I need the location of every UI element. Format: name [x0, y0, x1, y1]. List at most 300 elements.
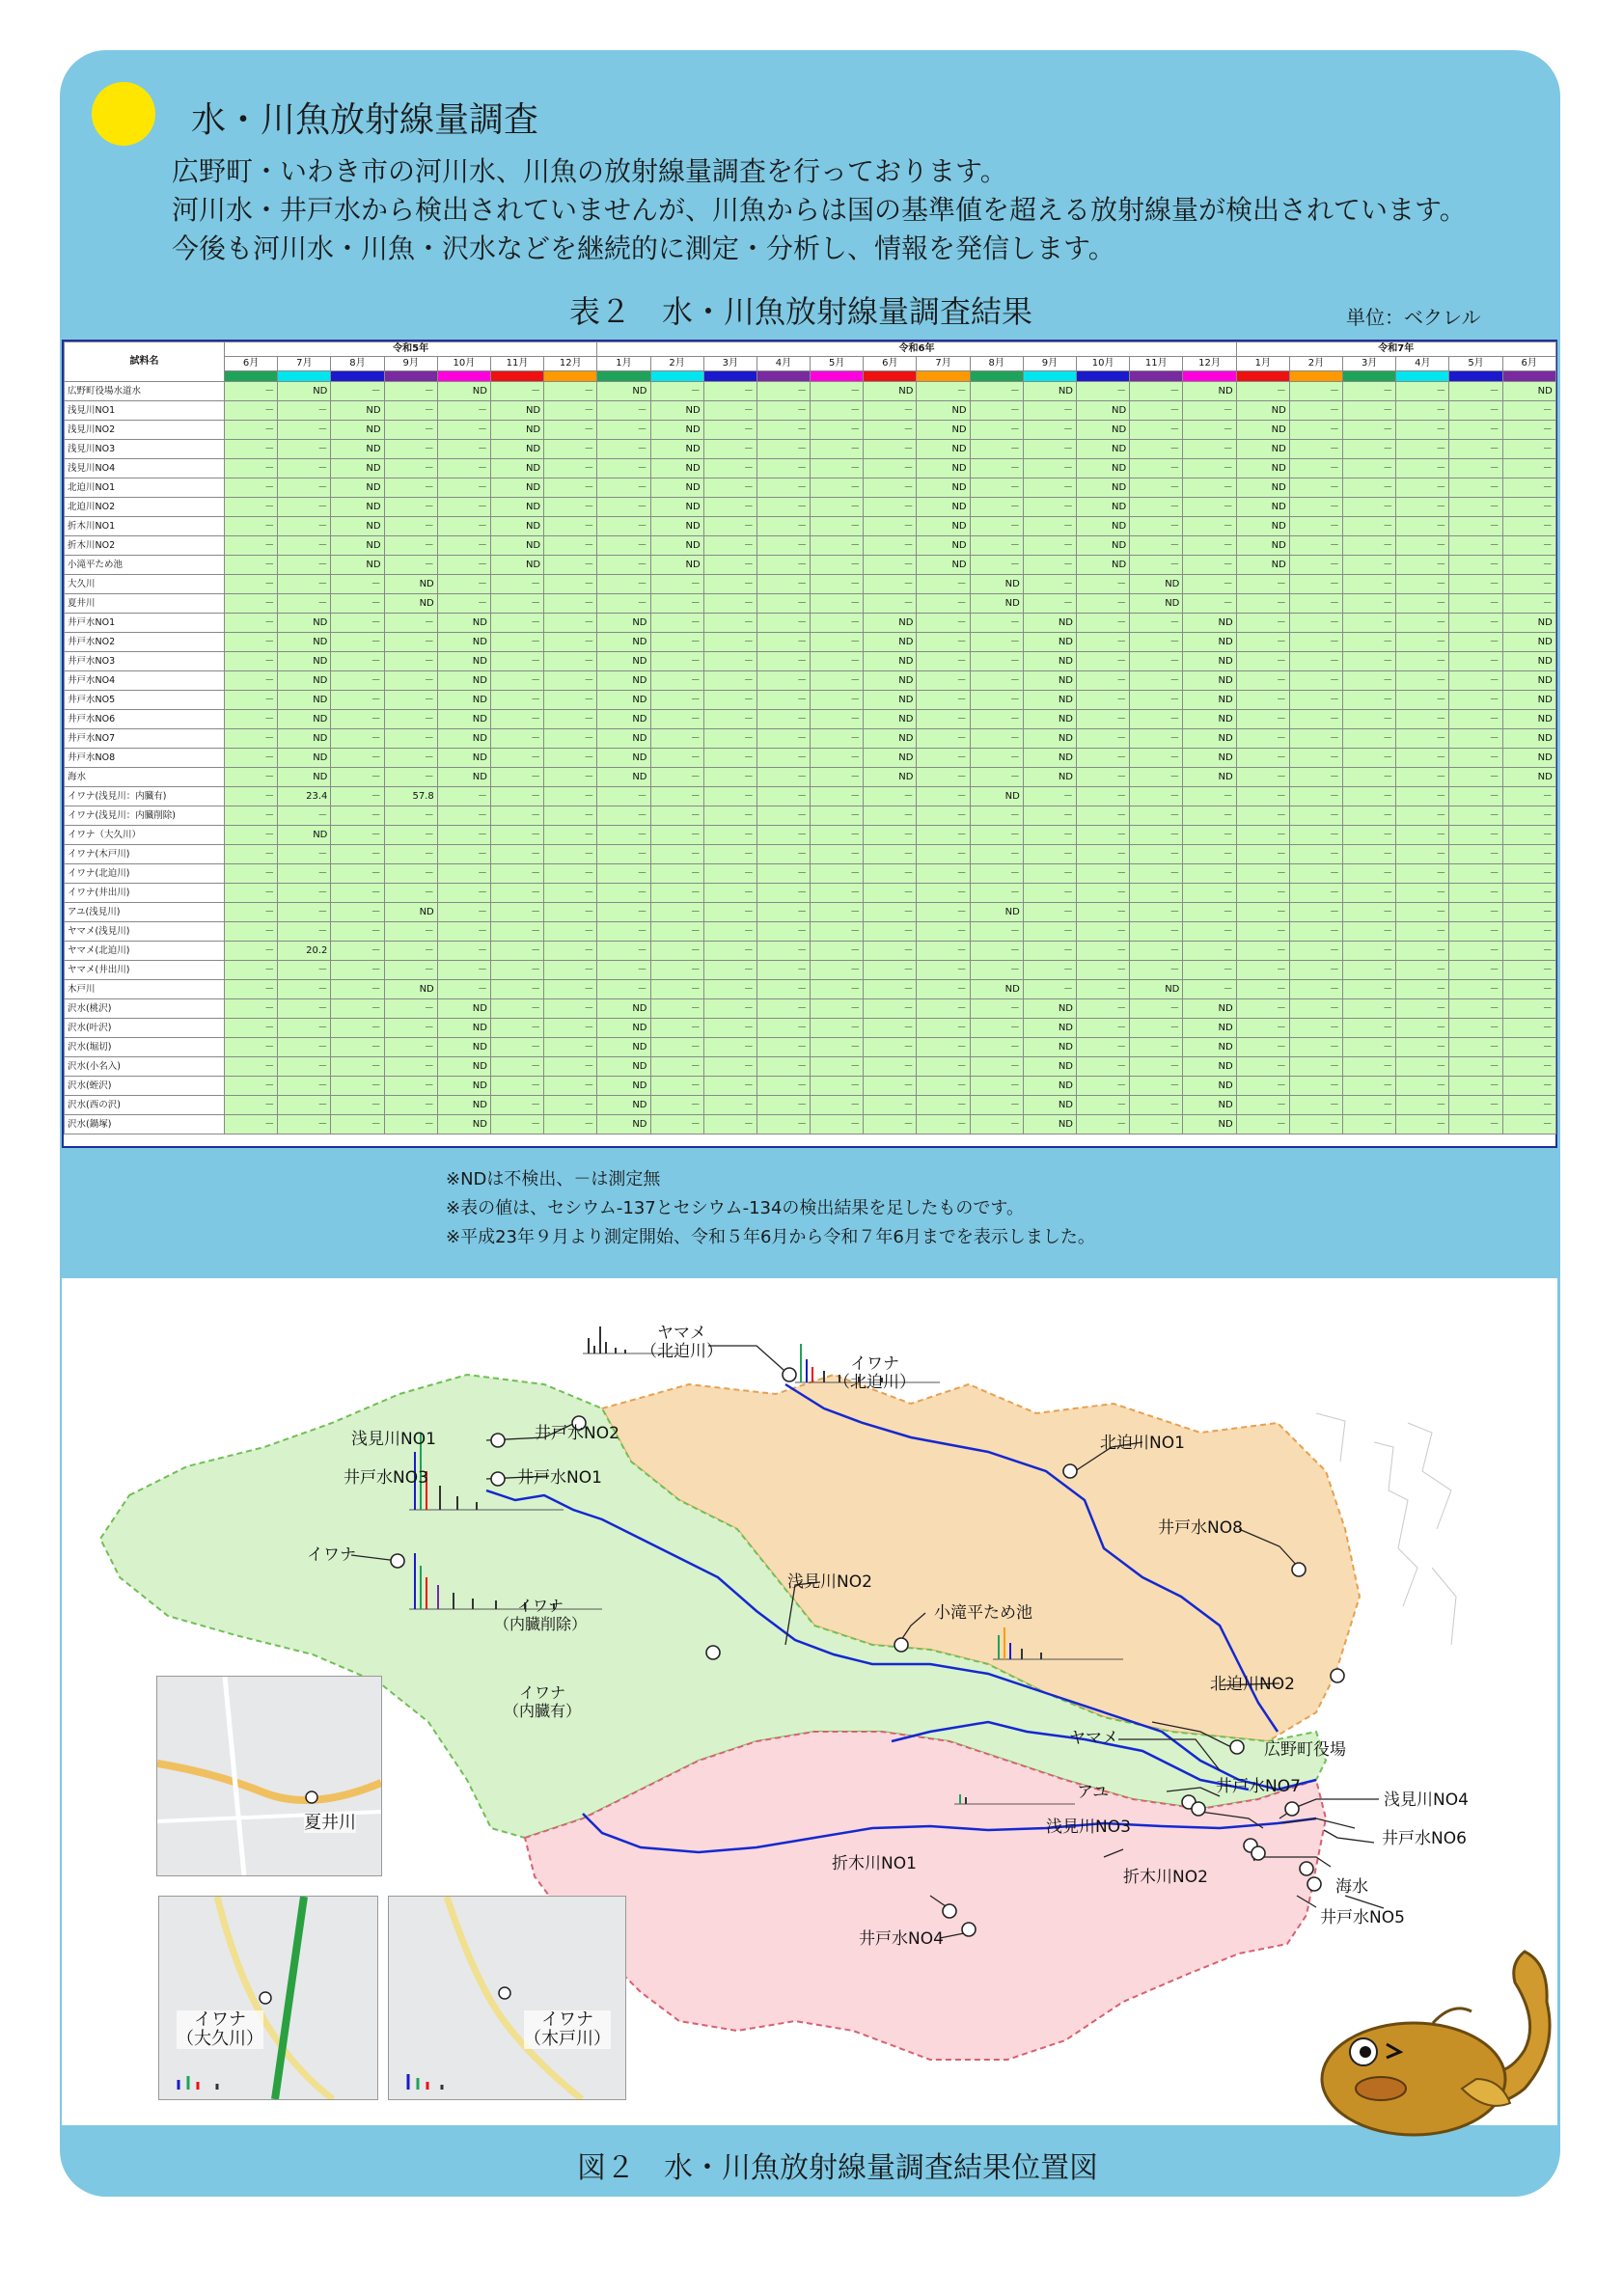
- result-cell: －: [1130, 478, 1183, 498]
- result-cell: －: [1130, 1019, 1183, 1038]
- result-cell: －: [811, 401, 864, 421]
- result-cell: －: [917, 884, 970, 903]
- result-cell: －: [437, 961, 490, 980]
- result-cell: －: [864, 517, 917, 536]
- result-cell: ND: [864, 614, 917, 633]
- result-cell: －: [1502, 787, 1555, 806]
- result-cell: －: [1396, 478, 1449, 498]
- sample-name: 夏井川: [65, 594, 225, 614]
- result-cell: ND: [384, 575, 437, 594]
- table-row: [65, 961, 1556, 980]
- result-cell: －: [1449, 729, 1502, 749]
- sample-name: 浅見川NO2: [65, 421, 225, 440]
- result-cell: －: [1343, 903, 1396, 922]
- result-cell: ND: [1236, 401, 1289, 421]
- result-cell: －: [703, 768, 756, 787]
- result-cell: －: [811, 864, 864, 884]
- sample-name: イワナ（大久川）: [65, 826, 225, 845]
- result-cell: －: [1502, 999, 1555, 1019]
- result-cell: ND: [1023, 1115, 1076, 1134]
- result-cell: －: [1236, 980, 1289, 999]
- label-ayu: アユ: [1077, 1783, 1110, 1802]
- result-cell: －: [1396, 1019, 1449, 1038]
- result-cell: －: [811, 826, 864, 845]
- result-cell: －: [597, 421, 650, 440]
- result-cell: －: [1077, 710, 1130, 729]
- table-row: [65, 768, 1556, 787]
- result-cell: ND: [1502, 633, 1555, 652]
- table-row: [65, 864, 1556, 884]
- result-cell: －: [1236, 382, 1289, 401]
- result-cell: －: [278, 1057, 331, 1077]
- result-cell: 23.4: [278, 787, 331, 806]
- result-cell: －: [756, 498, 810, 517]
- result-cell: －: [597, 575, 650, 594]
- result-cell: －: [1130, 864, 1183, 884]
- result-cell: －: [811, 729, 864, 749]
- result-cell: －: [1396, 999, 1449, 1019]
- result-cell: －: [437, 903, 490, 922]
- result-cell: －: [756, 459, 810, 478]
- result-cell: －: [1396, 729, 1449, 749]
- result-cell: －: [1289, 864, 1342, 884]
- result-cell: －: [225, 1038, 278, 1057]
- result-cell: －: [490, 729, 543, 749]
- result-cell: －: [597, 845, 650, 864]
- result-cell: －: [1183, 421, 1236, 440]
- result-cell: －: [1396, 1077, 1449, 1096]
- result-cell: －: [225, 498, 278, 517]
- result-cell: －: [331, 826, 384, 845]
- result-cell: －: [437, 498, 490, 517]
- sample-name: 折木川NO2: [65, 536, 225, 556]
- month-color-swatch: [331, 371, 384, 382]
- result-cell: －: [811, 1077, 864, 1096]
- result-cell: －: [1449, 768, 1502, 787]
- result-cell: ND: [1183, 652, 1236, 671]
- result-cell: －: [1236, 903, 1289, 922]
- result-cell: －: [864, 1057, 917, 1077]
- intro-line-3: 今後も河川水・川魚・沢水などを継続的に測定・分析し、情報を発信します。: [172, 232, 1115, 264]
- results-table: [64, 342, 1556, 1134]
- result-cell: －: [597, 942, 650, 961]
- month-header: 3月: [1343, 357, 1396, 371]
- result-cell: －: [1236, 594, 1289, 614]
- result-cell: －: [970, 517, 1023, 536]
- table-row: [65, 671, 1556, 691]
- inset-natsuigawa: [156, 1676, 382, 1876]
- month-color-swatch: [811, 371, 864, 382]
- result-cell: ND: [278, 382, 331, 401]
- result-cell: －: [384, 421, 437, 440]
- result-cell: ND: [437, 691, 490, 710]
- result-cell: －: [703, 556, 756, 575]
- result-cell: －: [1449, 922, 1502, 942]
- result-cell: －: [917, 614, 970, 633]
- result-cell: －: [1183, 961, 1236, 980]
- result-cell: ND: [1183, 710, 1236, 729]
- label-asamigawa-no3: 浅見川NO3: [1046, 1818, 1131, 1837]
- result-cell: －: [384, 999, 437, 1019]
- label-iwana-kitasako: イワナ （北迫川）: [834, 1354, 916, 1392]
- result-cell: －: [597, 787, 650, 806]
- result-cell: －: [756, 1038, 810, 1057]
- result-cell: ND: [597, 652, 650, 671]
- result-cell: －: [703, 440, 756, 459]
- result-cell: －: [1396, 903, 1449, 922]
- result-cell: ND: [384, 903, 437, 922]
- sample-name: 沢水(堀切): [65, 1038, 225, 1057]
- result-cell: －: [703, 498, 756, 517]
- result-cell: －: [331, 942, 384, 961]
- result-cell: －: [1343, 1019, 1396, 1038]
- result-cell: －: [756, 826, 810, 845]
- result-cell: －: [544, 536, 597, 556]
- result-cell: －: [278, 903, 331, 922]
- result-cell: －: [1023, 440, 1076, 459]
- result-cell: －: [703, 536, 756, 556]
- result-cell: －: [1289, 922, 1342, 942]
- result-cell: ND: [1023, 710, 1076, 729]
- table-row: [65, 498, 1556, 517]
- result-cell: －: [1449, 999, 1502, 1019]
- result-cell: ND: [597, 1038, 650, 1057]
- month-color-swatch: [703, 371, 756, 382]
- result-cell: －: [1236, 671, 1289, 691]
- result-cell: ND: [1236, 556, 1289, 575]
- result-cell: －: [1343, 1096, 1396, 1115]
- result-cell: －: [864, 478, 917, 498]
- sample-name: 井戸水NO8: [65, 749, 225, 768]
- result-cell: －: [1130, 401, 1183, 421]
- result-cell: －: [1130, 459, 1183, 478]
- result-cell: －: [490, 1096, 543, 1115]
- result-cell: ND: [1183, 382, 1236, 401]
- result-cell: －: [1343, 556, 1396, 575]
- result-cell: ND: [917, 556, 970, 575]
- result-cell: ND: [650, 517, 703, 536]
- result-cell: －: [384, 440, 437, 459]
- result-cell: －: [1236, 1096, 1289, 1115]
- result-cell: ND: [437, 729, 490, 749]
- result-cell: －: [970, 633, 1023, 652]
- result-cell: ND: [278, 633, 331, 652]
- result-cell: －: [1343, 961, 1396, 980]
- result-cell: －: [1130, 749, 1183, 768]
- result-cell: －: [970, 1038, 1023, 1057]
- sample-name: 沢水(鍋塚): [65, 1115, 225, 1134]
- result-cell: －: [1077, 768, 1130, 787]
- result-cell: ND: [278, 826, 331, 845]
- result-cell: －: [650, 575, 703, 594]
- result-cell: －: [331, 961, 384, 980]
- result-cell: －: [756, 594, 810, 614]
- result-cell: ND: [917, 421, 970, 440]
- result-cell: －: [278, 922, 331, 942]
- table-row: [65, 942, 1556, 961]
- result-cell: －: [544, 999, 597, 1019]
- result-cell: －: [1236, 614, 1289, 633]
- result-cell: ND: [597, 768, 650, 787]
- result-cell: －: [1289, 382, 1342, 401]
- result-cell: －: [1130, 440, 1183, 459]
- result-cell: －: [1236, 575, 1289, 594]
- result-cell: －: [1077, 942, 1130, 961]
- result-cell: －: [278, 884, 331, 903]
- result-cell: －: [1343, 478, 1396, 498]
- result-cell: －: [1449, 671, 1502, 691]
- result-cell: －: [650, 845, 703, 864]
- label-asamigawa-no2: 浅見川NO2: [787, 1572, 872, 1592]
- result-cell: －: [1236, 768, 1289, 787]
- result-cell: ND: [970, 903, 1023, 922]
- result-cell: －: [1449, 459, 1502, 478]
- figure-title: 図２ 水・川魚放射線量調査結果位置図: [577, 2151, 1098, 2185]
- result-cell: －: [384, 826, 437, 845]
- result-cell: ND: [437, 768, 490, 787]
- result-cell: －: [756, 401, 810, 421]
- result-cell: －: [811, 382, 864, 401]
- sample-name: イワナ(浅見川：内臓削除): [65, 806, 225, 826]
- result-cell: －: [1502, 922, 1555, 942]
- result-cell: ND: [1023, 729, 1076, 749]
- label-kotakidaira: 小滝平ため池: [934, 1603, 1032, 1623]
- result-cell: －: [490, 594, 543, 614]
- table-row: [65, 884, 1556, 903]
- result-cell: －: [490, 864, 543, 884]
- table-row: [65, 903, 1556, 922]
- result-cell: －: [1449, 652, 1502, 671]
- result-cell: －: [1023, 961, 1076, 980]
- result-cell: －: [544, 1077, 597, 1096]
- result-cell: －: [1130, 729, 1183, 749]
- result-cell: －: [384, 459, 437, 478]
- result-cell: －: [544, 961, 597, 980]
- result-cell: －: [437, 806, 490, 826]
- result-cell: －: [1183, 826, 1236, 845]
- result-cell: －: [1183, 884, 1236, 903]
- result-cell: －: [1130, 1057, 1183, 1077]
- result-cell: ND: [1183, 1057, 1236, 1077]
- result-cell: －: [703, 633, 756, 652]
- label-asamigawa-no4: 浅見川NO4: [1384, 1790, 1469, 1810]
- month-header: 8月: [331, 357, 384, 371]
- result-cell: －: [756, 806, 810, 826]
- sun-icon: [92, 82, 155, 146]
- result-cell: －: [490, 884, 543, 903]
- result-cell: －: [703, 1096, 756, 1115]
- result-cell: ND: [1502, 729, 1555, 749]
- result-cell: －: [1289, 691, 1342, 710]
- month-color-swatch: [490, 371, 543, 382]
- month-header: 2月: [650, 357, 703, 371]
- result-cell: －: [864, 1019, 917, 1038]
- result-cell: －: [1502, 961, 1555, 980]
- result-cell: －: [384, 806, 437, 826]
- result-cell: －: [278, 459, 331, 478]
- result-cell: －: [811, 1096, 864, 1115]
- result-cell: －: [1502, 1038, 1555, 1057]
- result-cell: －: [1502, 575, 1555, 594]
- result-cell: －: [1396, 614, 1449, 633]
- result-cell: ND: [1183, 749, 1236, 768]
- result-cell: －: [490, 575, 543, 594]
- result-cell: －: [811, 671, 864, 691]
- result-cell: －: [970, 459, 1023, 478]
- result-cell: －: [756, 845, 810, 864]
- result-cell: －: [544, 1057, 597, 1077]
- result-cell: －: [225, 806, 278, 826]
- result-cell: －: [544, 826, 597, 845]
- result-cell: －: [437, 594, 490, 614]
- result-cell: －: [1396, 517, 1449, 536]
- result-cell: －: [1343, 498, 1396, 517]
- result-cell: －: [1502, 517, 1555, 536]
- note-3: ※平成23年９月より測定開始、令和５年6月から令和７年6月までを表示しました。: [446, 1227, 1095, 1247]
- result-cell: －: [864, 1096, 917, 1115]
- result-cell: －: [917, 1115, 970, 1134]
- result-cell: －: [1130, 787, 1183, 806]
- result-cell: ND: [278, 671, 331, 691]
- result-cell: －: [703, 729, 756, 749]
- result-cell: －: [1396, 536, 1449, 556]
- result-cell: －: [917, 1057, 970, 1077]
- result-cell: －: [1343, 652, 1396, 671]
- result-cell: －: [437, 787, 490, 806]
- result-cell: －: [917, 922, 970, 942]
- table-row: [65, 478, 1556, 498]
- label-hirono-yakuba: 広野町役場: [1264, 1740, 1346, 1760]
- result-cell: －: [756, 671, 810, 691]
- result-cell: ND: [437, 1077, 490, 1096]
- result-cell: －: [756, 633, 810, 652]
- result-cell: －: [278, 806, 331, 826]
- result-cell: ND: [1023, 382, 1076, 401]
- label-natsuigawa: 夏井川: [304, 1813, 356, 1833]
- result-cell: －: [1236, 922, 1289, 942]
- result-cell: －: [917, 1077, 970, 1096]
- result-cell: －: [756, 517, 810, 536]
- result-cell: －: [225, 421, 278, 440]
- result-cell: －: [703, 980, 756, 999]
- result-cell: －: [1130, 517, 1183, 536]
- month-header: 12月: [1183, 357, 1236, 371]
- result-cell: －: [1236, 961, 1289, 980]
- label-idomizu-no8: 井戸水NO8: [1158, 1518, 1243, 1538]
- result-cell: －: [811, 710, 864, 729]
- month-header: 9月: [1023, 357, 1076, 371]
- sample-name: 井戸水NO2: [65, 633, 225, 652]
- intro-line-1: 広野町・いわき市の河川水、川魚の放射線量調査を行っております。: [172, 155, 1007, 187]
- result-cell: －: [1077, 864, 1130, 884]
- result-cell: －: [1023, 903, 1076, 922]
- result-cell: －: [650, 922, 703, 942]
- result-cell: －: [970, 826, 1023, 845]
- result-cell: －: [1023, 845, 1076, 864]
- result-cell: －: [1449, 633, 1502, 652]
- result-cell: －: [1077, 922, 1130, 942]
- month-color-swatch: [1289, 371, 1342, 382]
- table-row: [65, 1096, 1556, 1115]
- result-cell: －: [756, 942, 810, 961]
- result-cell: －: [1077, 999, 1130, 1019]
- result-cell: －: [1023, 980, 1076, 999]
- sample-name: 沢水(叶沢): [65, 1019, 225, 1038]
- result-cell: ND: [437, 999, 490, 1019]
- result-cell: ND: [917, 459, 970, 478]
- result-cell: －: [1449, 1077, 1502, 1096]
- result-cell: ND: [917, 401, 970, 421]
- result-cell: －: [1449, 806, 1502, 826]
- result-cell: －: [1130, 1115, 1183, 1134]
- result-cell: ND: [1183, 1038, 1236, 1057]
- result-cell: －: [811, 884, 864, 903]
- result-cell: －: [1449, 1038, 1502, 1057]
- result-cell: －: [278, 1115, 331, 1134]
- result-cell: －: [544, 594, 597, 614]
- result-cell: －: [544, 768, 597, 787]
- table-row: [65, 845, 1556, 864]
- result-cell: －: [1183, 556, 1236, 575]
- result-cell: －: [917, 961, 970, 980]
- sample-name: 井戸水NO4: [65, 671, 225, 691]
- result-cell: ND: [1183, 1096, 1236, 1115]
- mascot-fish-icon: [1317, 1944, 1568, 2137]
- result-cell: －: [864, 401, 917, 421]
- result-cell: －: [225, 556, 278, 575]
- result-cell: －: [703, 942, 756, 961]
- result-cell: －: [225, 999, 278, 1019]
- result-cell: －: [703, 710, 756, 729]
- month-header: 3月: [703, 357, 756, 371]
- result-cell: －: [384, 845, 437, 864]
- month-header: 10月: [1077, 357, 1130, 371]
- result-cell: －: [384, 1038, 437, 1057]
- result-cell: －: [917, 594, 970, 614]
- result-cell: －: [1449, 556, 1502, 575]
- result-cell: －: [437, 556, 490, 575]
- result-cell: －: [1183, 401, 1236, 421]
- result-cell: －: [970, 729, 1023, 749]
- result-cell: －: [703, 478, 756, 498]
- result-cell: －: [278, 556, 331, 575]
- table-row: [65, 691, 1556, 710]
- result-cell: －: [917, 942, 970, 961]
- result-cell: －: [650, 980, 703, 999]
- result-cell: －: [1449, 845, 1502, 864]
- result-cell: －: [1289, 459, 1342, 478]
- result-cell: －: [1130, 826, 1183, 845]
- sample-name: 折木川NO1: [65, 517, 225, 536]
- result-cell: －: [970, 614, 1023, 633]
- result-cell: －: [1183, 498, 1236, 517]
- result-cell: ND: [1023, 1096, 1076, 1115]
- table-row: [65, 806, 1556, 826]
- result-cell: －: [544, 1096, 597, 1115]
- result-cell: －: [1077, 1038, 1130, 1057]
- result-cell: －: [650, 884, 703, 903]
- result-cell: －: [1130, 691, 1183, 710]
- inset-kidogawa-drawing: [389, 1897, 625, 2099]
- result-cell: －: [544, 575, 597, 594]
- result-cell: －: [864, 845, 917, 864]
- table-row: [65, 787, 1556, 806]
- table-row: [65, 1057, 1556, 1077]
- result-cell: －: [650, 710, 703, 729]
- result-cell: －: [1396, 922, 1449, 942]
- month-color-row: [65, 371, 1556, 382]
- result-cell: －: [1130, 1038, 1183, 1057]
